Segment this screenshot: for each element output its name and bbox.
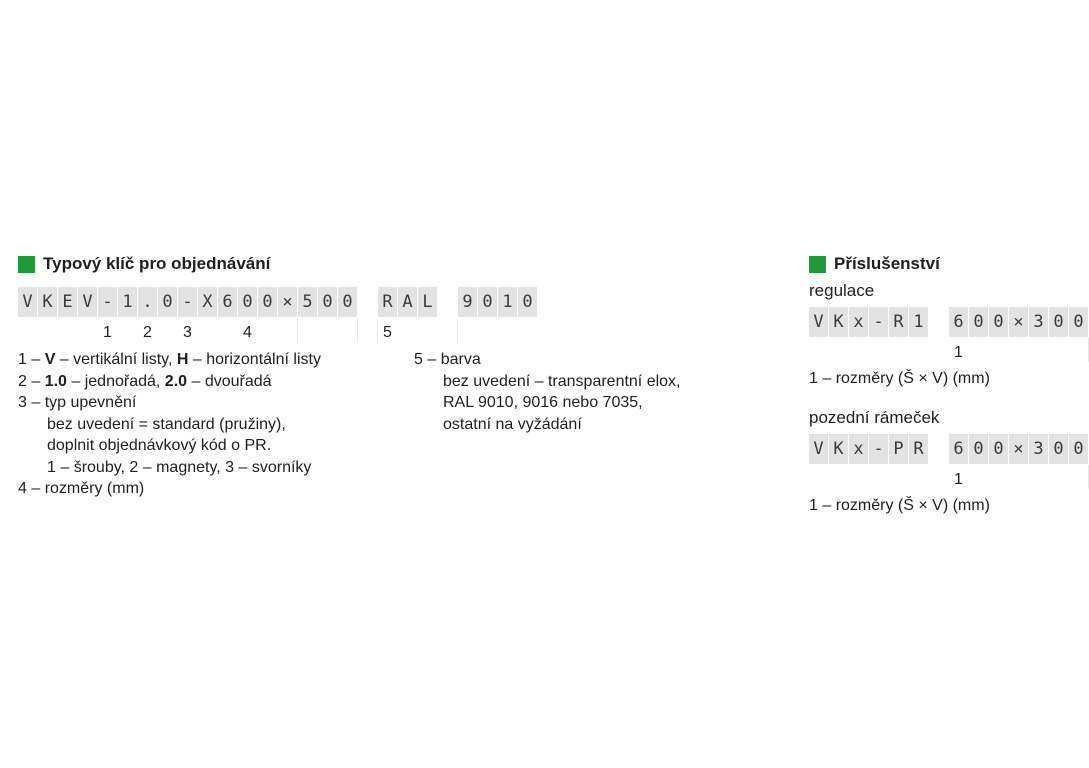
position-number-slot [869, 338, 888, 362]
position-number-slot [298, 318, 317, 342]
legend-text: doplnit objednávkový kód o PR. [47, 437, 272, 454]
accessory-code-row-pozedni-ramecek [809, 434, 1089, 464]
code-character: R [889, 307, 908, 337]
position-number-slot [849, 465, 868, 489]
position-number-slot [809, 338, 828, 362]
code-character: X [198, 287, 217, 317]
code-separator [929, 434, 948, 464]
position-number-slot [338, 318, 357, 342]
position-number-slot [118, 318, 137, 342]
accessory-number-row-regulace [809, 338, 1089, 362]
legend-line [18, 478, 321, 500]
section-heading-order-key [18, 254, 270, 274]
position-number-slot [889, 338, 908, 362]
legend-code-value: H [176, 351, 189, 368]
code-character: 0 [969, 307, 988, 337]
position-number-slot [518, 318, 537, 342]
code-character: V [809, 434, 828, 464]
position-number-slot [889, 465, 908, 489]
legend-line [18, 414, 321, 436]
position-number-slot [158, 318, 177, 342]
code-character: x [849, 307, 868, 337]
code-character: A [398, 287, 417, 317]
code-character: K [829, 307, 848, 337]
code-character: . [138, 287, 157, 317]
position-number: 4 [243, 324, 252, 341]
legend-line [414, 392, 681, 414]
code-character: 3 [1029, 434, 1048, 464]
code-separator [929, 307, 948, 337]
legend-prefix: 4 – [18, 480, 45, 497]
position-number-slot [1009, 465, 1028, 489]
code-character: 0 [1069, 307, 1088, 337]
position-number-slot [498, 318, 517, 342]
legend-prefix: 1 – [18, 351, 45, 368]
position-number-slot [318, 318, 337, 342]
position-number-slot [909, 465, 928, 489]
legend-code-value: V [44, 351, 56, 368]
code-character: K [38, 287, 57, 317]
section-heading-accessories [809, 254, 940, 274]
position-number-slot [989, 465, 1008, 489]
legend-text: – dvouřadá [187, 372, 272, 390]
position-number-slot [278, 318, 297, 342]
code-character: E [58, 287, 77, 317]
legend-text: typ upevnění [44, 394, 137, 411]
code-character: K [829, 434, 848, 464]
legend-line [18, 435, 321, 457]
legend-text: – horizontální listy [188, 351, 321, 368]
code-character: V [18, 287, 37, 317]
code-character: 0 [158, 287, 177, 317]
green-square-icon [18, 256, 35, 273]
code-character: P [889, 434, 908, 464]
code-character: V [78, 287, 97, 317]
position-number-slot [989, 338, 1008, 362]
position-number-slot [58, 318, 77, 342]
order-key-title: Typový klíč pro objednávání [43, 254, 271, 273]
legend-line [414, 349, 681, 371]
accessories-title: Příslušenství [834, 254, 940, 273]
position-number-slot [809, 465, 828, 489]
position-number-slot [258, 318, 277, 342]
position-number-slot [1029, 465, 1048, 489]
legend-text: – vertikální listy, [55, 351, 177, 368]
legend-prefix: 2 – [18, 372, 45, 390]
legend-text: rozměry (mm) [44, 480, 145, 497]
code-character: - [98, 287, 117, 317]
legend-right [414, 349, 681, 435]
code-character: × [1009, 434, 1028, 464]
position-number-slot [18, 318, 37, 342]
code-character: × [1009, 307, 1028, 337]
position-number: 1 [103, 324, 112, 341]
code-character: 0 [1049, 434, 1068, 464]
position-number: 3 [183, 324, 192, 341]
code-character: 0 [1069, 434, 1088, 464]
position-number-slot [1029, 338, 1048, 362]
position-number-slot [1069, 465, 1088, 489]
position-number-slot [358, 318, 377, 342]
position-number-slot [38, 318, 57, 342]
legend-line [414, 414, 681, 436]
legend-line [18, 392, 321, 414]
position-number-slot [929, 338, 948, 362]
code-character: 0 [238, 287, 257, 317]
legend-text: ostatní na vyžádání [443, 415, 582, 433]
position-number-slot [849, 338, 868, 362]
code-character: 5 [298, 287, 317, 317]
code-character: 6 [949, 434, 968, 464]
position-number-slot [1049, 338, 1068, 362]
code-character: 0 [1049, 307, 1068, 337]
position-number-slot [929, 465, 948, 489]
legend-text: – jednořadá, [66, 372, 165, 390]
order-code-row [18, 287, 538, 317]
legend-code-value: 1.0 [44, 372, 67, 390]
position-number-slot [458, 318, 477, 342]
position-number-slot [1069, 338, 1088, 362]
code-character: 0 [989, 434, 1008, 464]
position-number-slot [909, 338, 928, 362]
code-character: 9 [458, 287, 477, 317]
code-character: 0 [258, 287, 277, 317]
position-number: 1 [954, 471, 963, 488]
code-character: - [869, 434, 888, 464]
legend-code-value: 2.0 [164, 372, 188, 390]
position-number-slot [198, 318, 217, 342]
position-number-slot [829, 338, 848, 362]
code-character: - [869, 307, 888, 337]
position-number-slot [218, 318, 237, 342]
legend-text: barva [440, 351, 481, 368]
code-character: R [378, 287, 397, 317]
position-number-slot [78, 318, 97, 342]
position-number-slot [438, 318, 457, 342]
legend-text: bez uvedení – transparentní elox, [443, 372, 681, 390]
position-number-slot [1049, 465, 1068, 489]
accessory-number-row-pozedni-ramecek [809, 465, 1089, 489]
position-number: 1 [954, 344, 963, 361]
order-code-position-numbers [18, 318, 538, 342]
green-square-icon [809, 256, 826, 273]
legend-text: 1 – šrouby, 2 – magnety, 3 – svorníky [47, 458, 312, 476]
code-character: 1 [909, 307, 928, 337]
legend-left [18, 349, 321, 500]
legend-prefix: 3 – [18, 394, 45, 411]
code-character: × [278, 287, 297, 317]
position-number-slot [829, 465, 848, 489]
code-character: 0 [518, 287, 537, 317]
accessory-title-pozedni-ramecek: pozední rámeček [809, 408, 940, 427]
position-number-slot [1009, 338, 1028, 362]
code-character: 0 [338, 287, 357, 317]
position-number-slot [969, 338, 988, 362]
code-character: 0 [969, 434, 988, 464]
code-character: V [809, 307, 828, 337]
code-character: 1 [498, 287, 517, 317]
position-number-slot [969, 465, 988, 489]
code-separator [438, 287, 457, 317]
position-number-slot [478, 318, 497, 342]
accessory-code-row-regulace [809, 307, 1089, 337]
code-character: 3 [1029, 307, 1048, 337]
code-separator [358, 287, 377, 317]
legend-line [18, 457, 321, 479]
position-number-slot [398, 318, 417, 342]
legend-line [18, 371, 321, 393]
legend-text: bez uvedení = standard (pružiny), [47, 415, 286, 433]
legend-line [18, 349, 321, 371]
code-character: 0 [478, 287, 497, 317]
position-number-slot [418, 318, 437, 342]
position-number: 2 [143, 324, 152, 341]
code-character: - [178, 287, 197, 317]
accessory-title-regulace: regulace [809, 281, 875, 300]
position-number-slot [869, 465, 888, 489]
accessory-note-pozedni-ramecek: 1 – rozměry (Š × V) (mm) [809, 497, 990, 514]
position-number: 5 [383, 324, 392, 341]
accessory-note-regulace: 1 – rozměry (Š × V) (mm) [809, 370, 990, 387]
code-character: 0 [989, 307, 1008, 337]
legend-prefix: 5 – [414, 351, 441, 368]
code-character: 6 [949, 307, 968, 337]
code-character: R [909, 434, 928, 464]
code-character: x [849, 434, 868, 464]
code-character: 0 [318, 287, 337, 317]
code-character: 1 [118, 287, 137, 317]
code-character: 6 [218, 287, 237, 317]
legend-text: RAL 9010, 9016 nebo 7035, [443, 394, 643, 411]
legend-line [414, 371, 681, 393]
code-character: L [418, 287, 437, 317]
